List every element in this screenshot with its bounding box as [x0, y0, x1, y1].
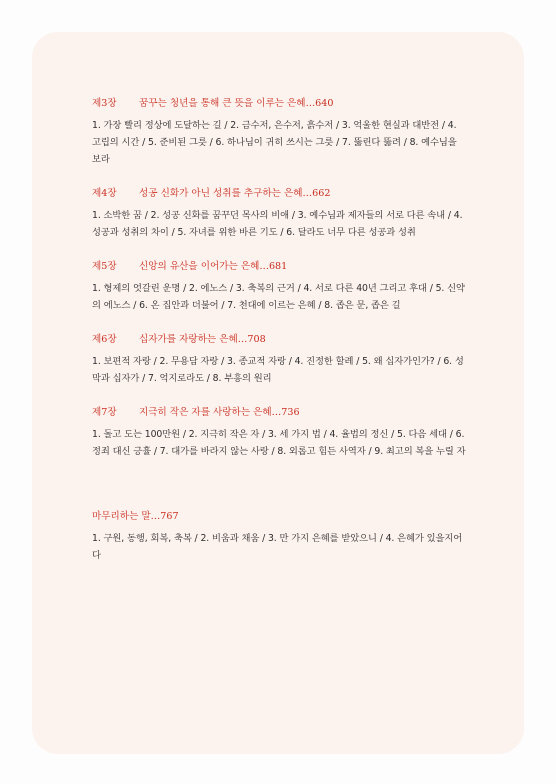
chapter-title: 꿈꾸는 청년을 통해 큰 뜻을 이루는 은혜…640 — [139, 98, 334, 109]
chapter-5 — [92, 260, 466, 314]
chapter-contents: 1. 가장 빨리 정상에 도달하는 길 / 2. 금수저, 은수저, 흙수저 / 3. 억울한 현실과 대반전 / 4. 고립의 시간 / 5. 준비된 그릇 / 6. 하나님이 귀히 쓰시는 그릇 / 7. 뚫린다 뚫려 / 8. 예수님을 보라 — [92, 120, 457, 165]
chapter-number: 제7장 — [92, 407, 117, 418]
chapter-title: 성공 신화가 아닌 성취를 추구하는 은혜…662 — [139, 188, 331, 199]
chapter-contents: 1. 소박한 꿈 / 2. 성공 신화를 꿈꾸던 목사의 비애 / 3. 예수님과 제자들의 서로 다른 속내 / 4. 성공과 성취의 차이 / 5. 자녀를 위한 바른 기도 / 6. 달라도 너무 다른 성공과 성취 — [92, 210, 463, 238]
chapter-number: 제3장 — [92, 98, 117, 109]
chapter-contents: 1. 형제의 엇갈린 운명 / 2. 에노스 / 3. 축복의 근거 / 4. 서로 다른 40년 그리고 후대 / 5. 신약의 에노스 / 6. 온 집안과 더불어 / 7. 천대에 이르는 은혜 / 8. 좁은 문, 좁은 길 — [92, 283, 465, 311]
chapter-contents: 1. 보편적 자랑 / 2. 무용담 자랑 / 3. 종교적 자랑 / 4. 진정한 할례 / 5. 왜 십자가인가? / 6. 성막과 십자가 / 7. 억지로라도 / 8. 부흥의 원리 — [92, 356, 464, 384]
chapter-title: 십자가를 자랑하는 은혜…708 — [139, 334, 266, 345]
table-of-contents — [92, 97, 466, 583]
chapter-heading — [92, 260, 466, 274]
chapter-number: 제6장 — [92, 334, 117, 345]
chapter-3 — [92, 97, 466, 168]
chapter-heading — [92, 187, 466, 201]
chapter-heading — [92, 333, 466, 347]
closing-remarks — [92, 510, 466, 564]
chapter-heading — [92, 97, 466, 111]
closing-contents: 1. 구원, 동행, 회복, 축복 / 2. 비움과 채움 / 3. 만 가지 은혜를 받았으니 / 4. 은혜가 있을지어다 — [92, 533, 463, 561]
chapter-title: 신앙의 유산을 이어가는 은혜…681 — [139, 261, 288, 272]
chapter-4 — [92, 187, 466, 241]
chapter-number: 제4장 — [92, 188, 117, 199]
chapter-7 — [92, 406, 466, 460]
chapter-number: 제5장 — [92, 261, 117, 272]
chapter-6 — [92, 333, 466, 387]
chapter-heading — [92, 406, 466, 420]
chapter-title: 지극히 작은 자를 사랑하는 은혜…736 — [139, 407, 300, 418]
closing-heading: 마무리하는 말…767 — [92, 511, 179, 522]
chapter-contents: 1. 돌고 도는 100만원 / 2. 지극히 작은 자 / 3. 세 가지 법 / 4. 율법의 정신 / 5. 다음 세대 / 6. 정죄 대신 긍휼 / 7. 대가를 바라지 않는 사랑 / 8. 외롭고 힘든 사역자 / 9. 최고의 복을 누릴 자 — [92, 429, 466, 457]
